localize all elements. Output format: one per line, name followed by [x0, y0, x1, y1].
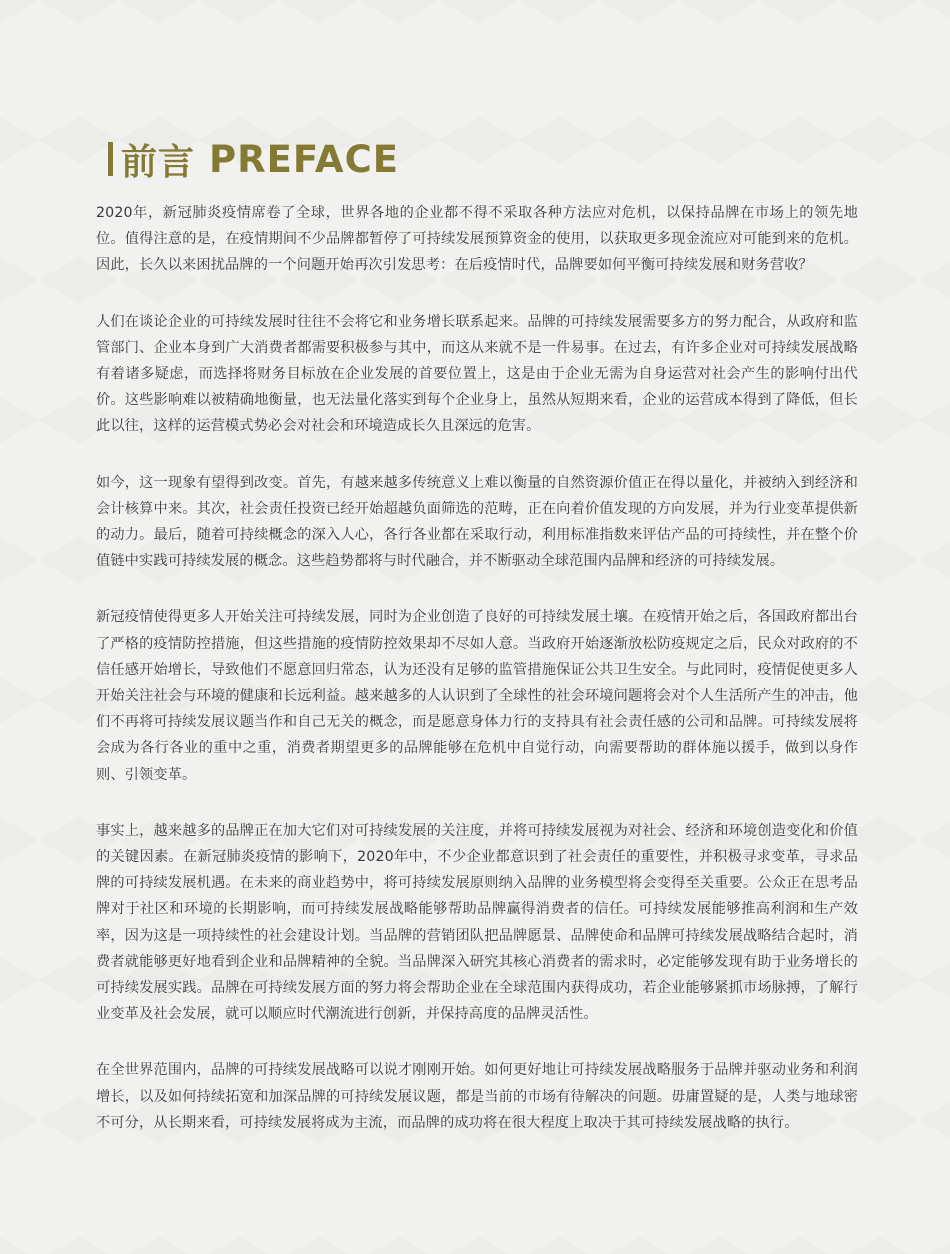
paragraph-6: 在全世界范围内，品牌的可持续发展战略可以说才刚刚开始。如何更好地让可持续发展战略服务于品牌并驱动业务和利润增长，以及如何持续拓宽和加深品牌的可持续发展议题，都是当前的市场有待解决的问题。毋庸置疑的是，人类与地球密不可分，从长期来看，可持续发展将成为主流，而品牌的成功将在很大程度上取决于其可持续发展战略的执行。	[96, 1062, 858, 1131]
paragraph-3: 如今，这一现象有望得到改变。首先，有越来越多传统意义上难以衡量的自然资源价值正在得以量化，并被纳入到经济和会计核算中来。其次，社会责任投资已经开始超越负面筛选的范畴，正在向着价值发现的方向发展，并为行业变革提供新的动力。最后，随着可持续概念的深入人心，各行各业都在采取行动，利用标准指数来评估产品的可持续性，并在整个价值链中实践可持续发展的概念。这些趋势都将与时代融合，并不断驱动全球范围内品牌和经济的可持续发展。	[96, 474, 858, 570]
heading-title-en: PREFACE	[209, 137, 399, 181]
preface-heading	[108, 134, 399, 184]
preface-body	[96, 200, 858, 1166]
paragraph-4: 新冠疫情使得更多人开始关注可持续发展，同时为企业创造了良好的可持续发展土壤。在疫情开始之后，各国政府都出台了严格的疫情防控措施，但这些措施的疫情防控效果却不尽如人意。当政府开始逐渐放松防疫规定之后，民众对政府的不信任感开始增长，导致他们不愿意回归常态，认为还没有足够的监管措施保证公共卫生安全。与此同时，疫情促使更多人开始关注社会与环境的健康和长远利益。越来越多的人认识到了全球性的社会环境问题将会对个人生活所产生的冲击，他们不再将可持续发展议题当作和自己无关的概念，而是愿意身体力行的支持具有社会责任感的公司和品牌。可持续发展将会成为各行各业的重中之重，消费者期望更多的品牌能够在危机中自觉行动，向需要帮助的群体施以援手，做到以身作则、引领变革。	[96, 609, 858, 783]
heading-title-cn: 前言	[121, 141, 196, 183]
paragraph-2: 人们在谈论企业的可持续发展时往往不会将它和业务增长联系起来。品牌的可持续发展需要多方的努力配合，从政府和监管部门、企业本身到广大消费者都需要积极参与其中，而这从来就不是一件易事。在过去，有许多企业对可持续发展战略有着诸多疑虑，而选择将财务目标放在企业发展的首要位置上，这是由于企业无需为自身运营对社会产生的影响付出代价。这些影响难以被精确地衡量，也无法量化落实到每个企业身上，虽然从短期来看，企业的运营成本得到了降低，但长此以往，这样的运营模式势必会对社会和环境造成长久且深远的危害。	[96, 313, 858, 435]
paragraph-5: 事实上，越来越多的品牌正在加大它们对可持续发展的关注度，并将可持续发展视为对社会、经济和环境创造变化和价值的关键因素。在新冠肺炎疫情的影响下，2020年中，不少企业都意识到了社会责任的重要性，并积极寻求变革，寻求品牌的可持续发展机遇。在未来的商业趋势中，将可持续发展原则纳入品牌的业务模型将会变得至关重要。公众正在思考品牌对于社区和环境的长期影响，而可持续发展战略能够帮助品牌赢得消费者的信任。可持续发展能够推高利润和生产效率，因为这是一项持续性的社会建设计划。当品牌的营销团队把品牌愿景、品牌使命和品牌可持续发展战略结合起时，消费者就能够更好地看到企业和品牌精神的全貌。当品牌深入研究其核心消费者的需求时，必定能够发现有助于业务增长的可持续发展实践。品牌在可持续发展方面的努力将会帮助企业在全球范围内获得成功，若企业能够紧抓市场脉搏，了解行业变革及社会发展，就可以顺应时代潮流进行创新，并保持高度的品牌灵活性。	[96, 822, 858, 1023]
heading-accent-bar	[108, 142, 113, 176]
paragraph-1: 2020年，新冠肺炎疫情席卷了全球，世界各地的企业都不得不采取各种方法应对危机，以保持品牌在市场上的领先地位。值得注意的是，在疫情期间不少品牌都暂停了可持续发展预算资金的使用，以获取更多现金流应对可能到来的危机。因此，长久以来困扰品牌的一个问题开始再次引发思考：在后疫情时代，品牌要如何平衡可持续发展和财务营收？	[96, 205, 858, 274]
